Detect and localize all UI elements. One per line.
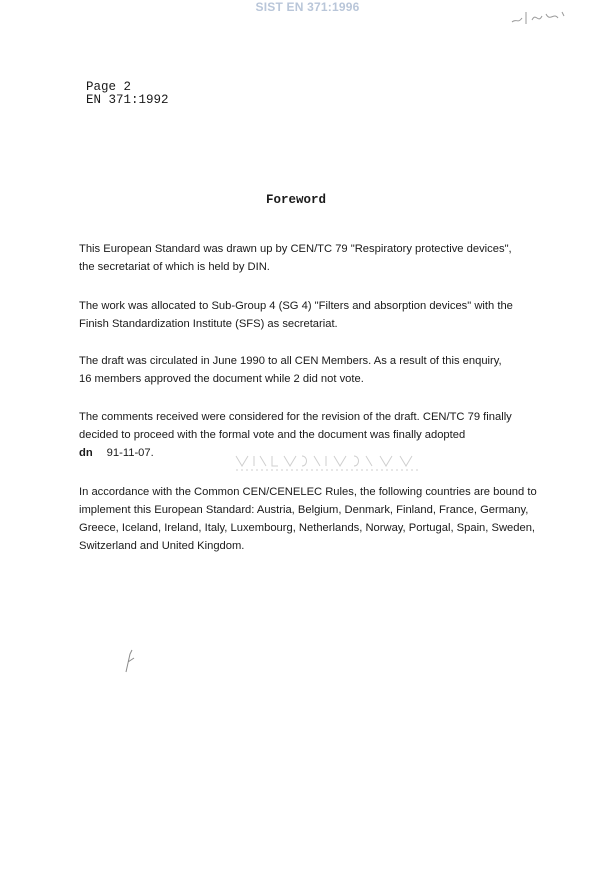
paragraph-line: implement this European Standard: Austria, Belgium, Denmark, Finland, France, Germany, [79, 504, 529, 516]
paragraph-line: Greece, Iceland, Ireland, Italy, Luxembourg, Netherlands, Norway, Portugal, Spain, Sweden, [79, 522, 536, 534]
paragraph-line: the secretariat of which is held by DIN. [79, 261, 270, 273]
adoption-date: 91-11-07. [106, 447, 154, 459]
paragraph-line: The draft was circulated in June 1990 to all CEN Members. As a result of this enquiry, [79, 355, 502, 367]
watermark-text: SIST EN 371:1996 [255, 0, 360, 14]
paragraph-line: The work was allocated to Sub-Group 4 (SG 4) "Filters and absorption devices" with the [79, 300, 513, 312]
paragraph-5 [79, 483, 579, 555]
paragraph-2 [79, 297, 579, 333]
adoption-prefix: dn [79, 447, 93, 459]
paragraph-line: This European Standard was drawn up by CEN/TC 79 "Respiratory protective devices", [79, 243, 512, 255]
page-number: Page 2 [86, 80, 132, 94]
paragraph-line: Switzerland and United Kingdom. [79, 540, 245, 552]
paragraph-line: The comments received were considered for the revision of the draft. CEN/TC 79 finally [79, 411, 512, 423]
paragraph-4 [79, 408, 579, 444]
paragraph-3 [79, 352, 579, 388]
paragraph-1 [79, 240, 579, 276]
adoption-date-line [79, 444, 154, 462]
paragraph-line: 16 members approved the document while 2 did not vote. [79, 373, 364, 385]
faded-stamp [234, 452, 424, 477]
paragraph-line: decided to proceed with the formal vote and the document was finally adopted [79, 429, 466, 441]
document-id: EN 371:1992 [86, 93, 169, 107]
section-heading: Foreword [266, 193, 327, 207]
paragraph-line: In accordance with the Common CEN/CENELEC Rules, the following countries are bound to [79, 486, 537, 498]
handwritten-mark-icon [508, 6, 568, 28]
paragraph-line: Finish Standardization Institute (SFS) as secretariat. [79, 318, 338, 330]
pen-mark-icon [120, 648, 140, 674]
